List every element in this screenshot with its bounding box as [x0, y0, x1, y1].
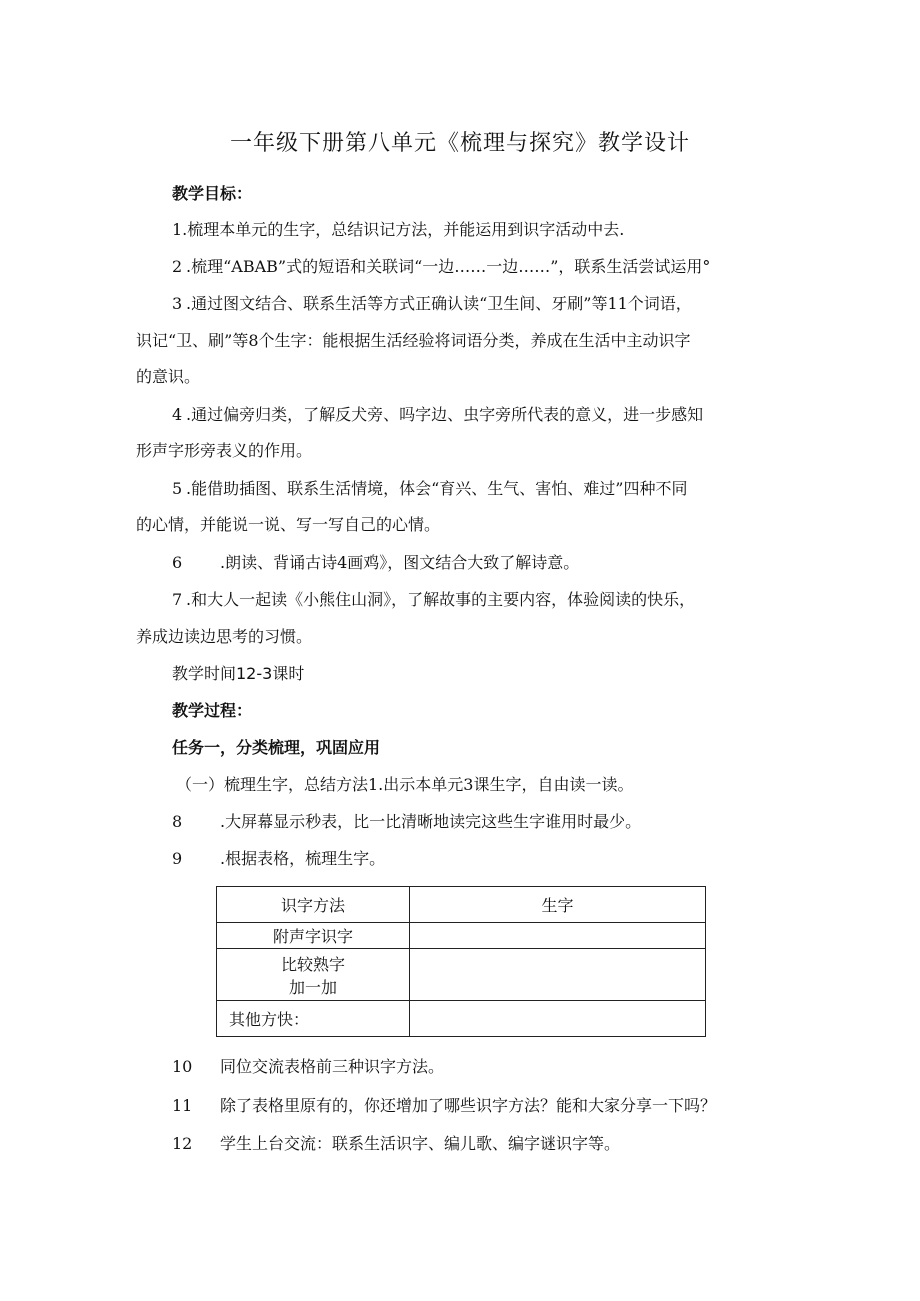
objective-5-line-2: 的心情，并能说一说、写一写自己的心情。: [136, 515, 441, 534]
step-8-text: .大屏幕显示秒表，比一比清晰地读完这些生字谁用时最少。: [220, 812, 642, 831]
table-header-row: [217, 887, 706, 923]
objective-3-text-1: .通过图文结合、联系生活等方式正确认读“卫生间、牙刷”等11个词语，: [186, 294, 692, 313]
literacy-method-table: [216, 886, 706, 1037]
step-8-num: 8: [172, 812, 183, 831]
objective-4-line-2: 形声字形旁表义的作用。: [136, 441, 313, 460]
objective-5-text-1: .能借助插图、联系生活情境，体会“育兴、生气、害怕、难过”四种不同: [186, 479, 688, 498]
step-10: [172, 1056, 444, 1078]
objective-3-line-2: 识记“卫、刷”等8个生字：能根据生活经验将词语分类，养成在生活中主动识字: [136, 331, 691, 350]
objective-7: [172, 589, 695, 611]
objective-3-num: 3: [172, 294, 183, 313]
table-header-chars: 生字: [410, 887, 706, 923]
objective-5-num: 5: [172, 479, 183, 498]
objective-6-num: 6: [172, 553, 183, 572]
objective-6: [172, 552, 579, 574]
step-11: [172, 1095, 716, 1117]
objective-4-text-1: .通过偏旁归类，了解反犬旁、吗字边、虫字旁所代表的意义，进一步感知: [186, 405, 704, 424]
objective-7-num: 7: [172, 590, 183, 609]
step-12-num: 12: [172, 1134, 193, 1153]
table-cell-method: 其他方快：: [217, 1001, 410, 1037]
step-11-text: 除了表格里原有的，你还增加了哪些识字方法？能和大家分享一下吗？: [220, 1096, 717, 1115]
objective-1-text: 梳理本单元的生字，总结识记方法，并能运用到识字活动中去.: [187, 220, 625, 239]
objective-1: [172, 219, 624, 241]
step-10-num: 10: [172, 1057, 193, 1076]
table-cell-method-line-2: 加一加: [288, 977, 337, 997]
step-12-text: 学生上台交流：联系生活识字、编儿歌、编字谜识字等。: [220, 1134, 621, 1153]
table-row: [217, 923, 706, 949]
objective-4-num: 4: [172, 405, 183, 424]
table-cell-chars: [410, 923, 706, 949]
objective-7-text-1: .和大人一起读《小熊住山洞》，了解故事的主要内容，体验阅读的快乐，: [186, 590, 696, 609]
objective-5: [172, 478, 687, 500]
objective-7-line-2: 养成边读边思考的习惯。: [136, 627, 313, 646]
task-1-heading: 任务一，分类梳理，巩固应用: [172, 738, 381, 757]
table-cell-method: [217, 949, 410, 1001]
step-10-text: 同位交流表格前三种识字方法。: [220, 1057, 445, 1076]
process-heading: 教学过程：: [172, 701, 253, 720]
step-8: [172, 811, 641, 833]
step-9: [172, 848, 385, 870]
step-9-num: 9: [172, 849, 183, 868]
table-cell-chars: [410, 949, 706, 1001]
objective-4: [172, 404, 703, 426]
objective-1-num: 1.: [172, 220, 188, 239]
step-9-text: .根据表格，梳理生字。: [220, 849, 386, 868]
table-cell-method: 附声字识字: [217, 923, 410, 949]
objective-3: [172, 293, 692, 315]
objective-3-line-3: 的意识。: [136, 367, 201, 386]
objective-2-text: .梳理“ABAB”式的短语和关联词“一边……一边……”，联系生活尝试运用°: [186, 257, 711, 276]
table-cell-method-line-1: 比较熟字: [280, 954, 345, 974]
table-cell-chars: [410, 1001, 706, 1037]
table-row: [217, 949, 706, 1001]
teaching-time: 教学时间12-3课时: [172, 664, 305, 683]
step-12: [172, 1133, 620, 1155]
objective-2: [172, 256, 710, 278]
objective-6-text: .朗读、背诵古诗4画鸡》，图文结合大致了解诗意。: [220, 553, 580, 572]
table-header-method: 识字方法: [217, 887, 410, 923]
objectives-heading: 教学目标：: [172, 184, 253, 203]
document-title: 一年级下册第八单元《梳理与探究》教学设计: [229, 131, 690, 156]
table-row: [217, 1001, 706, 1037]
step-11-num: 11: [172, 1096, 193, 1115]
sub-section-1: （一）梳理生字，总结方法1.出示本单元3课生字，自由读一读。: [176, 775, 634, 794]
objective-2-num: 2: [172, 257, 183, 276]
